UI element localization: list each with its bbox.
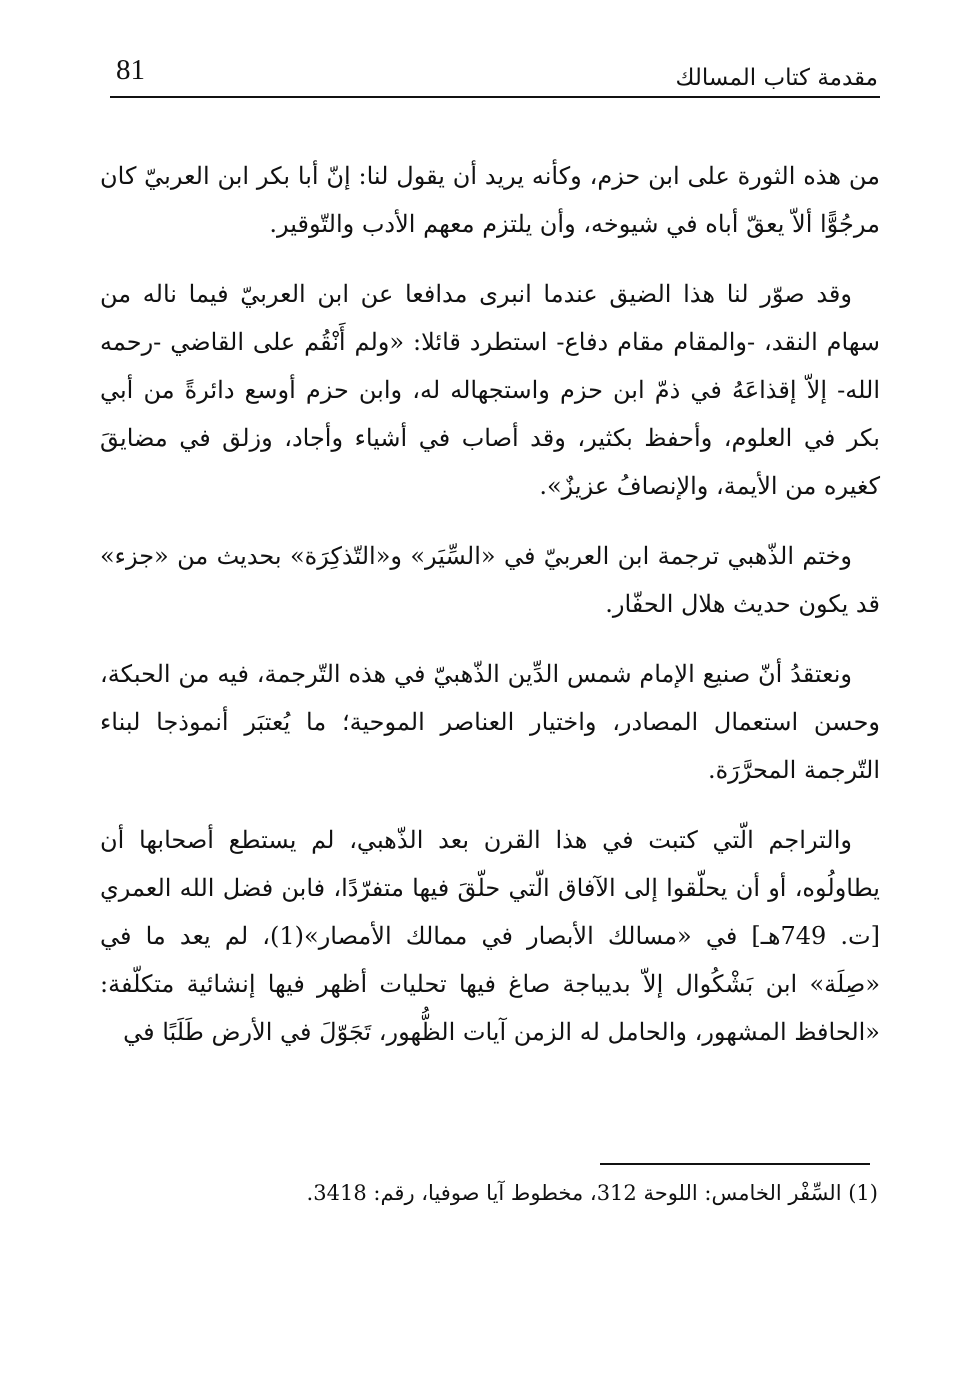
header-rule [110, 96, 880, 98]
paragraph: ونعتقدُ أنّ صنيع الإمام شمس الدِّين الذّهبيّ في هذه التّرجمة، فيه من الحبكة، وحسن استعمال المصادر، واختيار العناصر الموحية؛ ما يُعتبَر أنموذجا لبناء التّرجمة المحرَّرَة. [100, 660, 880, 784]
paragraph: وقد صوّر لنا هذا الضيق عندما انبرى مدافعا عن ابن العربيّ فيما ناله من سهام النقد، -والمقام مقام دفاع- استطرد قائلا: «ولم أَنْقُم على القاضي -رحمه الله- إلاّ إقذاعَهُ في ذمّ ابن حزم واستجهاله له، وابن حزم أوسع دائرةً من أبي بكر في العلوم، وأحفظ بكثير، وقد أصاب في أشياء وأجاد، وزلق في مضايقَ كغيره من الأيمة، والإنصافُ عزيزٌ». [100, 280, 881, 500]
running-title: مقدمة كتاب المسالك [675, 65, 878, 91]
page-number: 81 [116, 54, 145, 86]
body-text [100, 152, 880, 1078]
page-header [110, 52, 880, 98]
footnote-rule [600, 1163, 870, 1165]
paragraph: من هذه الثورة على ابن حزم، وكأنه يريد أن يقول لنا: إنّ أبا بكر ابن العربيّ كان مرجُوًّا ألاّ يعقّ أباه في شيوخه، وأن يلتزم معهم الأدب والتّوقير. [100, 162, 880, 238]
paragraph: وختم الذّهبي ترجمة ابن العربيّ في «السِّيَر» و«التّذكِرَة» بحديث من «جزء» قد يكون حديث هلال الحفّار. [100, 542, 880, 618]
paragraph: والتراجم الّتي كتبت في هذا القرن بعد الذّهبي، لم يستطع أصحابها أن يطاولُوه، أو أن يحلّقوا إلى الآفاق الّتي حلّقَ فيها متفرّدًا، فابن فضل الله العمري [ت. 749هـ] في «مسالك الأبصار في ممالك الأمصار»(1)، لم يعد ما في «صِلَة» ابن بَشْكُوال إلاّ بديباجة صاغ فيها تحليات أظهر فيها إنشائية متكلّفة: «الحافظ المشهور، والحامل له الزمن آيات الظُّهور، تَجَوّلَ في الأرض طَلَبًا في [100, 826, 881, 1046]
footnote: (1) السِّفْر الخامس: اللوحة 312، مخطوط آيا صوفيا، رقم: 3418. [306, 1181, 878, 1205]
